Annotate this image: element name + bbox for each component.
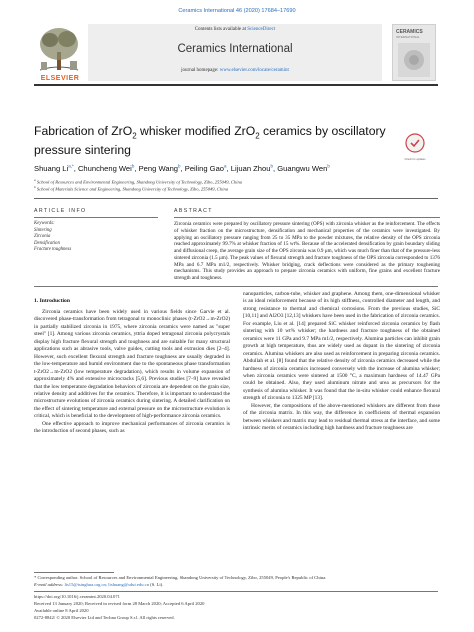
abstract-bottom-rule	[34, 286, 438, 287]
header-rule	[34, 84, 438, 86]
running-head[interactable]: Ceramics International 46 (2020) 17684–17690	[178, 8, 296, 14]
corresponding-author-note: * Corresponding author. School of Resources and Environmental Engineering, Shandong University of Technology, Zibo, 255049, People's Republic of China.	[34, 575, 327, 580]
author-list	[34, 163, 330, 173]
journal-banner	[88, 24, 382, 81]
article-title: Fabrication of ZrO$_2$ whisker modified ZrO$_2$ ceramics by oscillatory pressure sintering	[34, 124, 386, 158]
abstract-text: Zirconia ceramics were prepared by oscillatory pressure sintering (OPS) with zirconia whisker as the reinforcement. The effects of whisker fraction on the microstructure, densification and mechanical properties of the ceramics were investigated. By applying an oscillatory pressure ranging from 25 to 35 MPa to the powder mixtures, the relative density of the OPS zirconia reached approximately 99.7% at whisker fraction of 15 wt%. Because of the accelerated densification by grain boundary sliding and diffusional creep, the average grain size of the OPS zirconia was 0.9 μm, which was much finer than that of the pressure-less sintered zirconia (1.5 μm). The peak values of flexural strength and fracture toughness of the OPS zirconia corresponded to 1376 MPa and 6.7 MPa m1/2, respectively. Whisker bridging, crack deflections were considered as the primary toughening mechanisms. This study provides an approach to prepare zirconia ceramics with uniform, fine grains and excellent fracture strength and toughness.	[174, 221, 440, 281]
check-updates-label: Check for updates	[404, 158, 426, 161]
doi-link[interactable]: https://doi.org/10.1016/j.ceramint.2020.04.071	[34, 594, 120, 599]
author[interactable]: Peng Wang$^b$,	[138, 163, 185, 173]
publisher-wordmark: ELSEVIER	[40, 75, 80, 82]
keyword[interactable]: Densification	[34, 240, 60, 246]
keywords-label: Keywords:	[34, 221, 55, 226]
contents-line	[88, 27, 382, 32]
paragraph: nanoparticles, carbon-tube, whisker and graphene. Among them, one-dimensional whisker is an ideal reinforcement because of its high stiffness, controlled diameter and length, and strong resistance to thermal and chemical corrosions. From the previous studies, SiC [10,11] and Al2O3 [12,13] whiskers have been used in the fabrication of zirconia ceramics. For example, Liu et al. [14] prepared SiC whisker reinforced zirconia ceramics by flash sintering with 10 wt% whisker; the hardness and fracture toughness of the obtained ceramics were 11 GPa and 9.7 MPa m1/2, respectively. Alumina particles can inhibit grain growth at high temperature, thus are widely used as dopant in the sintering of zirconia ceramics. Alumina whiskers are also used as reinforcement in preparing zirconia ceramics. Abdullah et al. [8] found that the relative density of zirconia ceramics decreased while the hardness of zirconia ceramics increased conversely with the increase of alumina whisker; when zirconia ceramics were sintered at 1500 °C, a maximum hardness of 14.47 GPa could be obtained. Also, they used aluminum nitrate and urea as precursors for the synthesis of alumina whisker. It was found that the in-situ whisker could enhance flexural strength of zirconia to 1325 MP [13].	[243, 291, 440, 402]
abstract-heading: ABSTRACT	[174, 208, 213, 214]
homepage-prefix: journal homepage:	[181, 68, 220, 73]
keyword[interactable]: Sintering	[34, 227, 52, 233]
cover-art-icon	[398, 43, 430, 77]
paragraph: One effective approach to improve mechanical performances of zirconia ceramics is the introduction of second phases, such as	[34, 420, 230, 435]
abstract-rule	[174, 217, 440, 218]
check-for-updates-button[interactable]	[404, 132, 426, 161]
paragraph: However, the compositions of the above-mentioned whiskers are different from those of the zirconia matrix. In this way, the difference in coefficients of thermal expansion between whiskers and matrix may lead to residual thermal stress at the interface, and some intrinsic merits of ceramics including high hardness and fracture toughness are	[243, 402, 440, 432]
footer-rule	[34, 591, 438, 592]
sciencedirect-link[interactable]: ScienceDirect	[247, 27, 276, 32]
email-line: E-mail address: lis15@tsinghua.org.cn; lishuang@sdut.edu.cn (S. Li).	[34, 582, 164, 587]
author[interactable]: Chuncheng Wei$^b$,	[77, 163, 139, 173]
keyword[interactable]: Fracture toughness	[34, 247, 72, 253]
keywords-block	[34, 221, 71, 254]
homepage-link[interactable]: www.elsevier.com/locate/ceramint	[219, 68, 289, 73]
article-info-rule	[34, 217, 158, 218]
cover-title: CERAMICS	[396, 29, 423, 35]
affiliation-a: $^a$ School of Resources and Environmental Engineering, Shandong University of Technology, Zibo, 255049, China	[34, 178, 243, 185]
footnote-rule	[34, 572, 114, 573]
body-column-left	[34, 309, 230, 436]
cover-subtitle: INTERNATIONAL	[396, 35, 420, 39]
author[interactable]: Shuang $Li^{a,*}$,	[34, 163, 78, 173]
journal-title: Ceramics International	[177, 43, 293, 55]
paragraph: Zirconia ceramics have been widely used in various fields since Garvie et al. discovered phase-transformation from tetragonal to monoclinic phases (t-ZrO2→m-ZrO2) in partially stabilized zirconia in 1975, where zirconia ceramics were named as "super steel" [1]. Among various zirconia ceramics, yttria doped tetragonal zirconia polycrystals display high fracture flexural strength and toughness and are suitable for many structural applications such as abrasive tools, valve guides, cutting tools and extrusion dies [2–4]. However, such excellent flexural strength and fracture toughness are usually degraded in the low-temperature and humid environment due to the spontaneous phase transformation t-ZrO2→m-ZrO2 (low temperature degradation), which results in volume expansion of approximately 4% and extensive microcracks [5,6]. Previous studies [7–9] have revealed that the low temperature degradation behaviors of zirconia are dependent on the grain size, relative density and additives for the ceramics. Therefore, it is important to understand the microstructure evolutions of zirconia ceramics during sintering. A detailed clarification on the effect of sintering temperature and external pressure on the microstructure evolution is critical, which is beneficial to the development of high-performance zirconia ceramics.	[34, 309, 230, 420]
section-heading-introduction: 1. Introduction	[34, 298, 70, 304]
author[interactable]: Peiling Gao$^a$,	[184, 163, 231, 173]
journal-cover-thumbnail	[392, 24, 436, 81]
author[interactable]: Guangwu Wen$^b$	[277, 163, 330, 173]
elsevier-tree-logo	[36, 24, 82, 74]
author[interactable]: Lijuan Zhou$^b$,	[230, 163, 278, 173]
affiliation-b: $^b$ School of Materials Science and Engineering, Shandong University of Technology, Zibo, 255049, China	[34, 185, 229, 192]
homepage-line	[88, 68, 382, 73]
keyword[interactable]: Zirconia	[34, 234, 51, 240]
received-dates: Received 13 January 2020; Received in revised form 28 March 2020; Accepted 6 April 2020	[34, 601, 205, 606]
check-updates-icon	[404, 132, 426, 154]
contents-prefix: Contents lists available at	[194, 27, 248, 32]
email-link[interactable]: lis15@tsinghua.org.cn; lishuang@sdut.edu.cn	[64, 582, 150, 587]
available-online: Available online 8 April 2020	[34, 608, 89, 613]
article-info-heading: ARTICLE INFO	[34, 208, 87, 214]
copyright-line: 0272-8842/ © 2020 Elsevier Ltd and Techna Group S.r.l. All rights reserved.	[34, 615, 175, 620]
body-column-right	[243, 291, 440, 433]
affiliation-rule	[34, 198, 438, 199]
